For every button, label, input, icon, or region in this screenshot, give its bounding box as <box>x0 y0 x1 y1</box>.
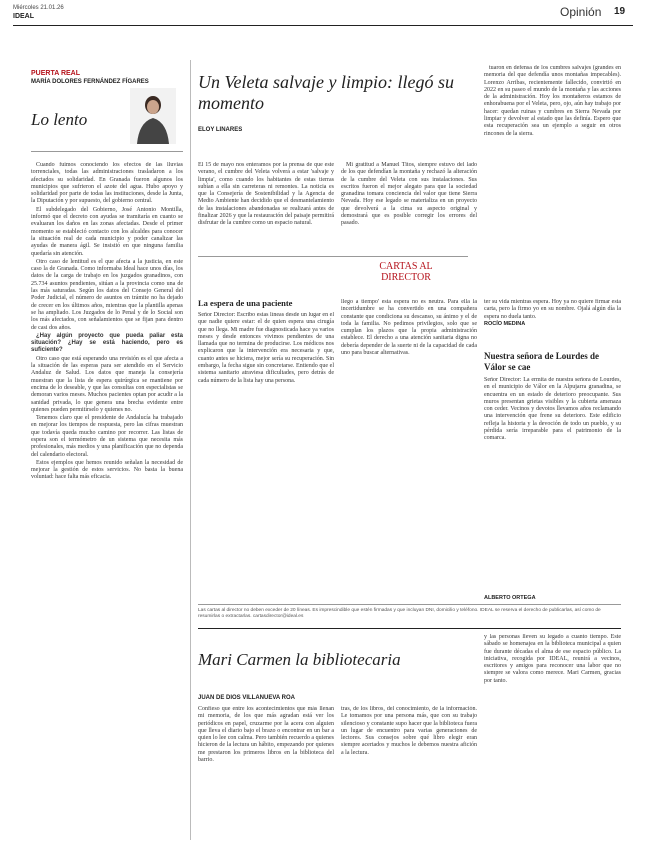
letter1-paragraph: Señor Director: Escribo estas líneas desde un lugar en el que nadie quiere estar: el de quien espera una cirugía que no llega. Mi madre fue diagnosticada hace ya varios meses y desde entonces vivimos pendientes de una llamada que no termina de producirse. Los médicos nos explicaron que la intervención era necesaria y que, cuanto antes se hiciera, mejor sería su recuperación. Sin embargo, la fecha sigue sin concretarse. Entiendo que el sistema sanitario atraviesa dificultades, pero detrás de cada número de la lista hay una persona. <box>198 312 334 384</box>
header-date: Miércoles 21.01.26 <box>13 5 64 11</box>
section-title: Opinión <box>560 5 602 19</box>
bottom-paragraph: y las personas lleven su legado a cuanto tiempo. Este sábado se homenajea en la biblioteca municipal a quien fue durante décadas el alma de ese espacio público. La iniciativa, recogida por IDEAL, reunirá a vecinos, escritores y amigos para reconocer una labor que no siempre se valora como merece. Mari Carmen, gracias por tanto. <box>484 634 621 684</box>
letter1-title: La espera de una paciente <box>198 298 293 308</box>
bottom-col1 <box>198 706 334 841</box>
editorial-author: ELOY LINARES <box>198 127 243 133</box>
editorial-title: Un Veleta salvaje y limpio: llegó su momento <box>198 72 454 113</box>
editorial-col3 <box>484 65 621 273</box>
author-photo <box>130 88 176 144</box>
column-body <box>31 162 183 837</box>
editorial-paragraph: Mi gratitud a Manuel Titos, siempre estuvo del lado de los que defendían la montaña y rechazó la alteración de la cumbre del Veleta con sus instalaciones. Sus escritos fueron el mejor alegato para que la sociedad granadina tomara conciencia del valor que tiene Sierra Nevada. Hoy ese legado se materializa en un proyecto que devolverá a la cima su aspecto original y demostrará que es posible corregir los errores del pasado. <box>341 162 477 227</box>
column-separator <box>190 60 191 840</box>
column-paragraph: Tenemos claro que el presidente de Andalucía ha trabajado en mejorar los tiempos de respuesta, pero las cifras muestran que todavía queda mucho camino por recorrer. Las listas de espera son el termómetro de un sistema que necesita más profesionales, más medios y una planificación que no dependa del calendario electoral. <box>31 415 183 458</box>
bottom-title: Mari Carmen la bibliotecaria <box>198 650 401 669</box>
column-kicker: PUERTA REAL <box>31 70 80 77</box>
editorial-paragraph: El 15 de mayo nos enteramos por la prensa de que este verano, el cumbre del Veleta volverá a estar 'salvaje y limpia', como cuando los habitantes de estas tierras subían a ella sin carreteras ni remontes. La noticia es que la Consejería de Sostenibilidad y la Agencia de Medio Ambiente han decidido que el desmantelamiento de las instalaciones abandonadas se realizará antes de finalizar 2026 y que la restauración del paisaje permitirá disfrutar de la cumbre como un espacio natural. <box>198 162 334 227</box>
letters-footer-rule <box>198 604 621 605</box>
letter1-col3 <box>484 299 621 321</box>
letters-header: CARTAS AL DIRECTOR <box>379 261 433 283</box>
bottom-col2 <box>341 706 477 841</box>
bottom-rule <box>198 628 621 629</box>
letter1-paragraph: llego a tiempo' esta espera no es neutra. Para ella la incertidumbre se ha convertido en una compañera constante que condiciona su descanso, su ánimo y el de toda la familia. No pedimos privilegios, solo que se cumplan los plazos que la propia administración establece. El derecho a una atención sanitaria digna no debería depender de la suerte ni de la capacidad de cada uno para buscar alternativas. <box>341 299 477 357</box>
column-paragraph: Estos ejemplos que hemos reunido señalan la necesidad de mejorar la gestión de estos servicios. No basta la buena voluntad: hace falta más eficacia. <box>31 459 183 481</box>
editorial-rule <box>198 256 468 257</box>
column-title: Lo lento <box>31 110 88 129</box>
bottom-paragraph: tras, de los libros, del conocimiento, de la información. Le tomamos por una persona más, que con su trabajo silencioso y constante supo hacer que la biblioteca fuera un lugar de encuentro para varias generaciones de lectores. Sus consejos sobre qué libro elegir eran siempre acertados y muchos le debemos nuestra afición a la lectura. <box>341 706 477 756</box>
letter1-signature: ROCÍO MEDINA <box>484 321 526 327</box>
column-paragraph: El subdelegado del Gobierno, José Antonio Montilla, informó que el decreto con ayudas se tramitaría en cuanto se evaluaran los daños en las zonas afectadas. Desde el primer momento se estableció contacto con los alcaldes para conocer la situación real de cada municipio y poder canalizar las ayudas de manera ágil. Se insistió en que ninguna familia quedaría sin atención. <box>31 206 183 257</box>
letters-footer: Las cartas al director no deben exceder de 20 líneas. Es imprescindible que estén firmadas y que incluyan DNI, domicilio y teléfono. IDEAL se reserva el derecho de publicarlas, así como de resumirlas o extractarlas. cartasdirector@ideal.es <box>198 608 601 619</box>
header-brand: IDEAL <box>13 13 34 20</box>
editorial-paragraph: tuaron en defensa de los cumbres salvajes (grandes en memoria del que defendía unos montañas impecables). Lorenzo Arribas, recientemente fallecido, convirtió en 2022 en su paseo el mundo de la montaña y las acciones de la administración. Hoy los montañeros estamos de enhorabuena por el Veleta, pero, ojo, aún hay trabajo por hacer: quedan ruinas y cumbres en Sierra Nevada por limpiar y devolver al estado que las definía. Espero que esta recuperación sea un ejemplo a seguir en otros rincones de la sierra. <box>484 65 621 137</box>
letter2-body <box>484 377 621 593</box>
letter1-col1 <box>198 312 334 602</box>
column-author: MARÍA DOLORES FERNÁNDEZ FÍGARES <box>31 79 149 85</box>
column-paragraph: Otro caso que está esperando una revisión es el que afecta a la situación de las esperas para ser atendido en el Servicio Andaluz de Salud. Los datos que maneja la consejería muestran que la lista de espera quirúrgica se mantiene por encima de lo deseable, y que las consultas con especialistas se demoran varios meses. Muchos pacientes optan por acudir a la sanidad privada, lo que genera una brecha evidente entre quienes pueden permitírselo y quienes no. <box>31 355 183 413</box>
letter2-signature: ALBERTO ORTEGA <box>484 595 536 601</box>
bottom-paragraph: Confieso que entre los acontecimientos que más llenan mi memoria, de los que más agradan está ver los periódicos en papel, cruzarme por la acera con alguien que lleva el diario bajo el brazo o encontrar en un bar a quien lo lee con calma. Pero también recuerdo a quienes hicieron de la lectura un hábito, empezando por quienes me prestaron los primeros libros en la biblioteca del barrio. <box>198 706 334 764</box>
editorial-col1 <box>198 162 334 250</box>
column-paragraph: Cuando fuimos conociendo los efectos de las lluvias torrenciales, todas las administraciones trasladaron a los afectados su solidaridad. En Granada fueron algunos los municipios que sufrieron el azote del agua. Hubo apoyo y solidaridad por parte de todas las instituciones, desde la Junta, la Diputación y por supuesto, del gobierno central. <box>31 162 183 205</box>
column-question: ¿Hay algún proyecto que pueda paliar esta situación? ¿Hay se está haciendo, pero es suficiente? <box>31 332 183 354</box>
bottom-author: JUAN DE DIOS VILLANUEVA ROA <box>198 695 296 701</box>
column-paragraph: Otro caso de lentitud es el que afecta a la justicia, en este caso la de Granada. Como informaba Ideal hace unos días, los datos de la carga de trabajo en los juzgados granadinos, con 25.734 asuntos pendientes, sitúan a la provincia como una de las más saturadas. Según los datos del Consejo General del Poder Judicial, el número de asuntos en trámite no ha dejado de crecer en los últimos años, mientras que la plantilla apenas se ha ampliado. Los Juzgados de lo Penal y de lo Social son los más afectados, con señalamientos que se fijan para dentro de casi dos años. <box>31 258 183 331</box>
page-number: 19 <box>614 6 626 17</box>
letter1-col2 <box>341 299 477 604</box>
header-rule <box>13 25 633 26</box>
bottom-col3 <box>484 634 621 841</box>
letter2-title: Nuestra señora de Lourdes de Válor se cae <box>484 351 599 372</box>
editorial-col2 <box>341 162 477 250</box>
letter2-paragraph: Señor Director: La ermita de nuestra señora de Lourdes, en el municipio de Válor en la Alpujarra granadina, se encuentra en un estado de deterioro preocupante. Sus muros presentan grietas visibles y la cubierta amenaza con ceder. Vecinos y devotos llevamos años reclamando una intervención que frene su deterioro. Este edificio refleja la historia y la devoción de todo un pueblo, y su pérdida sería irreparable para el patrimonio de la comarca. <box>484 377 621 442</box>
column-title-rule <box>31 151 183 152</box>
letter1-paragraph: ter su vida mientras espera. Hoy ya no quiere firmar esta carta, pero la firmo yo en su nombre. Ojalá algún día la espera no duela tanto. <box>484 299 621 320</box>
